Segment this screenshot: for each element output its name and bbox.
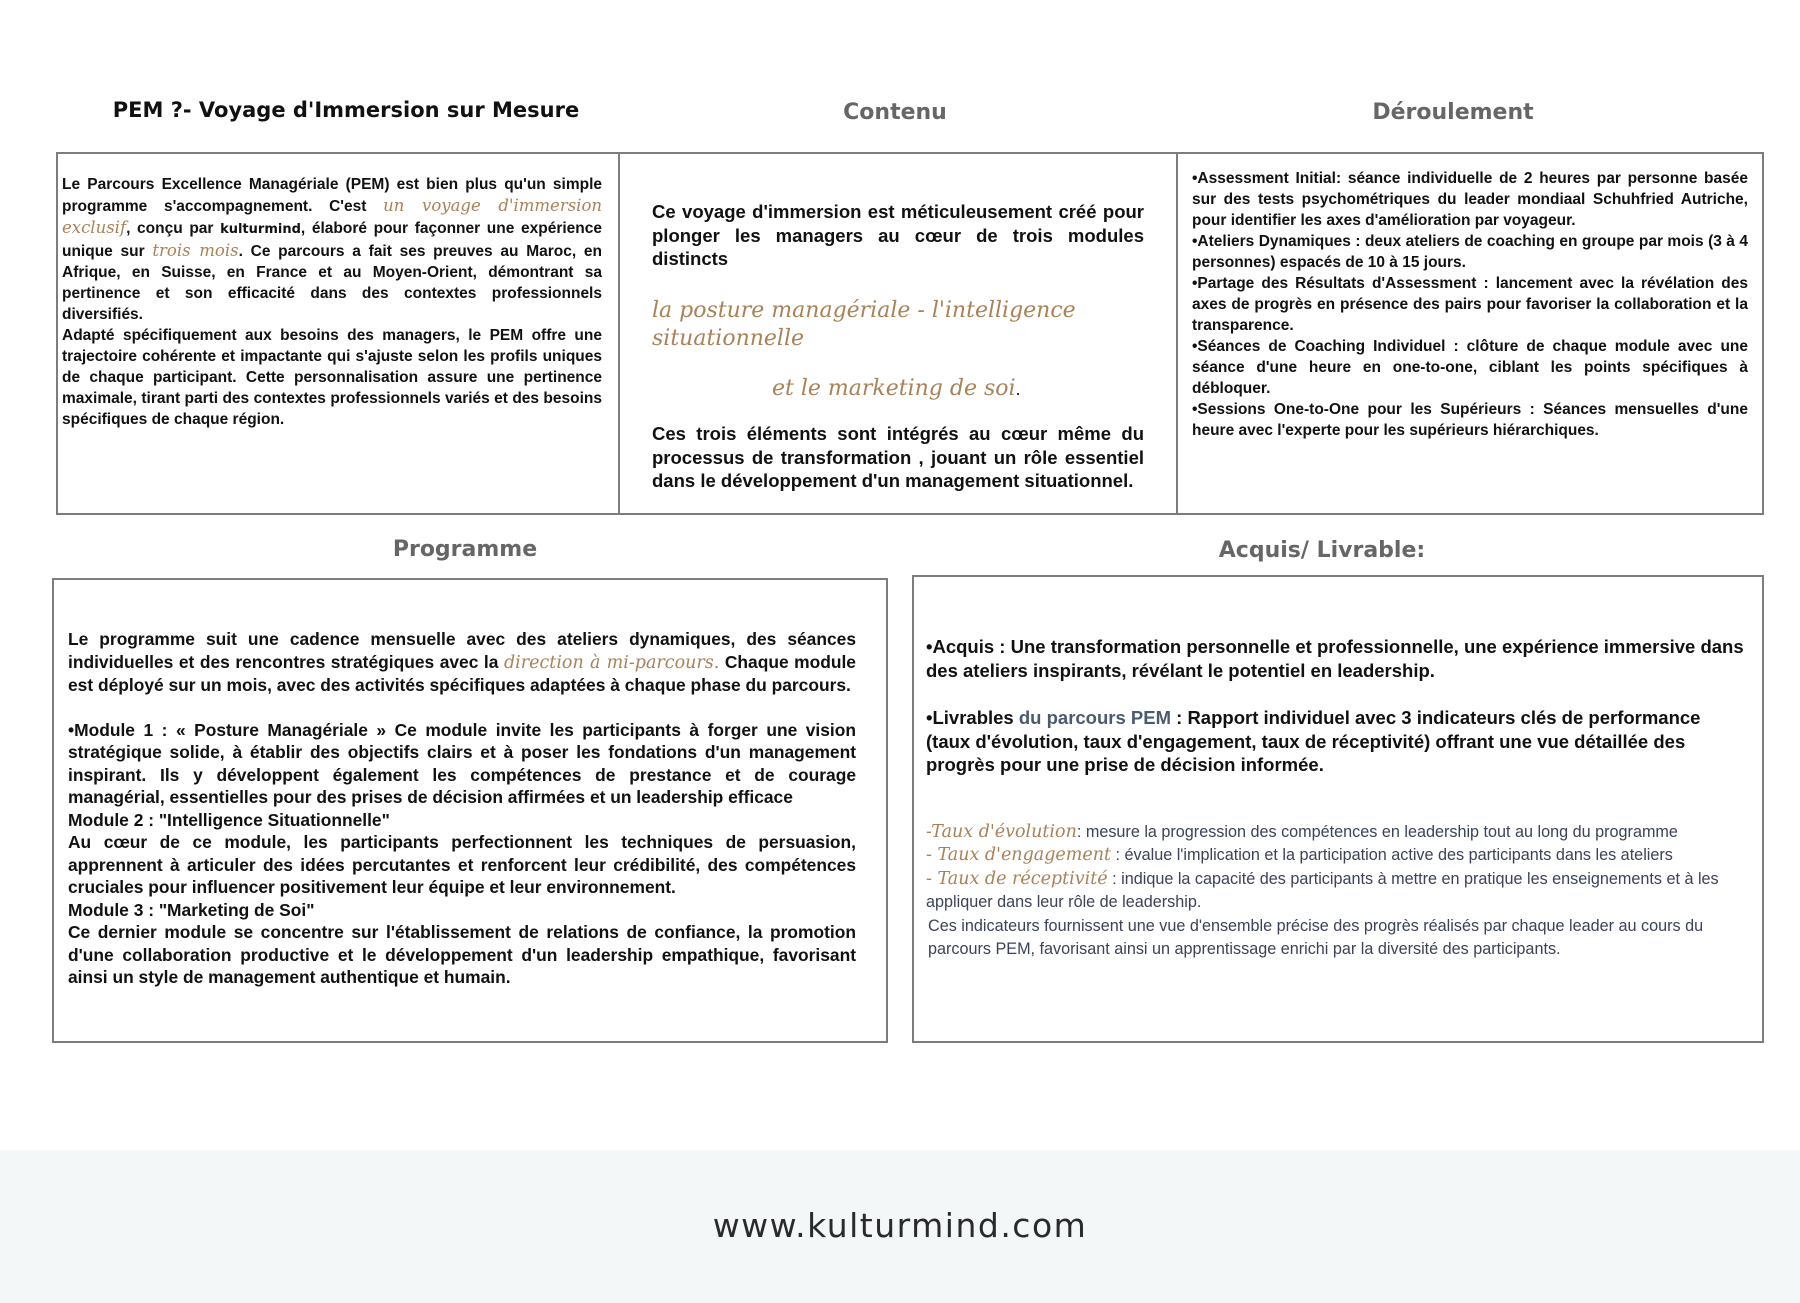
modules-line-2: et le marketing de soi <box>772 375 1016 401</box>
module-3-text: Ce dernier module se concentre sur l'établissement de relations de confiance, la promotion d'une collaboration productive et le développement d'un leadership empathique, favorisant ainsi un style de management authentique et humain. <box>68 922 856 987</box>
pem-title: PEM ?- Voyage d'Immersion sur Mesure <box>112 98 580 122</box>
deroulement-cell <box>1176 154 1762 513</box>
deroulement-heading: Déroulement <box>1372 100 1534 125</box>
livrables-item: •Livrables du parcours PEM : Rapport individuel avec 3 indicateurs clés de performance (taux d'évolution, taux d'engagement, taux de réceptivité) offrant une vue détaillée des progrès pour une prise de décision informée. <box>926 707 1701 775</box>
programme-box <box>52 578 888 1043</box>
contenu-heading: Contenu <box>843 100 947 125</box>
module-3-label: Module 3 : "Marketing de Soi" <box>68 899 315 920</box>
footer-url[interactable]: www.kulturmind.com <box>712 1206 1088 1245</box>
immersion-highlight: un voyage d'immersion exclusif <box>62 196 603 237</box>
indicator-evolution: -Taux d'évolution: mesure la progression des compétences en leadership tout au long du programme <box>926 821 1678 842</box>
indicators-list <box>926 821 1748 962</box>
indicator-receptivite: - Taux de réceptivité : indique la capacité des participants à mettre en pratique les enseignements et à les appliquer dans leur rôle de leadership. <box>926 868 1719 911</box>
deroulement-item: •Sessions One-to-One pour les Supérieurs : Séances mensuelles d'une heure avec l'experte pour les supérieurs hiérarchiques. <box>1192 401 1748 439</box>
duration-highlight: trois mois <box>152 241 239 260</box>
pem-description-cell <box>58 154 618 513</box>
modules-line-2-wrap: et le marketing de soi. <box>772 375 1021 401</box>
programme-intro: Le programme suit une cadence mensuelle avec des ateliers dynamiques, des séances individuelles et des rencontres stratégiques avec la direction à mi-parcours. Chaque module est déployé sur un mois, avec des activités spécifiques adaptées à chaque phase du parcours. <box>68 629 856 695</box>
pem-paragraph-2: Adapté spécifiquement aux besoins des managers, le PEM offre une trajectoire cohérente et impactante qui s'ajuste selon les profils uniques de chaque participant. Cette personnalisation assure une pertinence maximale, tirant parti des contextes professionnels variés et des besoins spécifiques de chaque région. <box>62 327 602 428</box>
indicator-engagement: - Taux d'engagement : évalue l'implication et la participation active des participants dans les ateliers <box>926 845 1673 865</box>
contenu-intro: Ce voyage d'immersion est méticuleusement créé pour plonger les managers au cœur de trois modules distincts <box>652 201 1144 269</box>
kulturmind-brand: kulturmind <box>220 222 301 237</box>
acquis-heading: Acquis/ Livrable: <box>1218 538 1426 563</box>
module-1: •Module 1 : « Posture Managériale » Ce module invite les participants à forger une vision stratégique solide, à établir des objectifs clairs et à poser les fondations d'un management inspirant. Ils y développent également les compétences de prestance et de courage managérial, essentielles pour des prises de décision affirmées et un leadership efficace <box>68 719 857 807</box>
top-table <box>56 152 1764 515</box>
deroulement-item: •Assessment Initial: séance individuelle de 2 heures par personne basée sur des tests psychométriques du leader mondiaal Schuhfried Autriche, pour identifier les axes d'amélioration par voyageur. <box>1192 170 1748 229</box>
module-2-label: Module 2 : "Intelligence Situationnelle" <box>68 809 390 830</box>
direction-highlight: direction à mi-parcours. <box>503 652 720 673</box>
deroulement-item: •Séances de Coaching Individuel : clôture de chaque module avec une séance d'une heure en one-to-one, ciblant les points spécifiques à débloquer. <box>1192 338 1748 397</box>
programme-heading: Programme <box>392 537 538 562</box>
acquis-item: •Acquis : Une transformation personnelle et professionnelle, une expérience immersive dans des ateliers inspirants, révélant le potentiel en leadership. <box>926 636 1744 681</box>
indicators-summary: Ces indicateurs fournissent une vue d'ensemble précise des progrès réalisés par chaque leader au cours du parcours PEM, favorisant ainsi un apprentissage enrichi par la diversité des participants. <box>928 916 1704 958</box>
modules-line-1: la posture managériale - l'intelligence situationnelle <box>652 297 1076 351</box>
contenu-cell <box>618 154 1176 513</box>
contenu-outro: Ces trois éléments sont intégrés au cœur même du processus de transformation , jouant un rôle essentiel dans le développement d'un management situationnel. <box>652 423 1144 491</box>
module-2-text: Au cœur de ce module, les participants perfectionnent les techniques de persuasion, apprennent à articuler des idées percutantes et renforcent leur crédibilité, des compétences cruciales pour influencer positivement leur équipe et leur environnement. <box>68 832 856 897</box>
deroulement-item: •Partage des Résultats d'Assessment : lancement avec la révélation des axes de progrès en présence des pairs pour favoriser la collaboration et la transparence. <box>1192 275 1748 334</box>
pem-paragraph-1: Le Parcours Excellence Managériale (PEM) est bien plus qu'un simple programme s'accompagnement. C'est un voyage d'immersion exclusif, conçu par kulturmind, élaboré pour façonner une expérience unique sur trois mois. Ce parcours a fait ses preuves au Maroc, en Afrique, en Suisse, en France et au Moyen-Orient, démontrant sa pertinence et son efficacité dans des contextes professionnels diversifiés. <box>62 176 603 323</box>
deroulement-item: •Ateliers Dynamiques : deux ateliers de coaching en groupe par mois (3 à 4 personnes) espacés de 10 à 15 jours. <box>1192 233 1748 271</box>
acquis-box <box>912 575 1764 1043</box>
